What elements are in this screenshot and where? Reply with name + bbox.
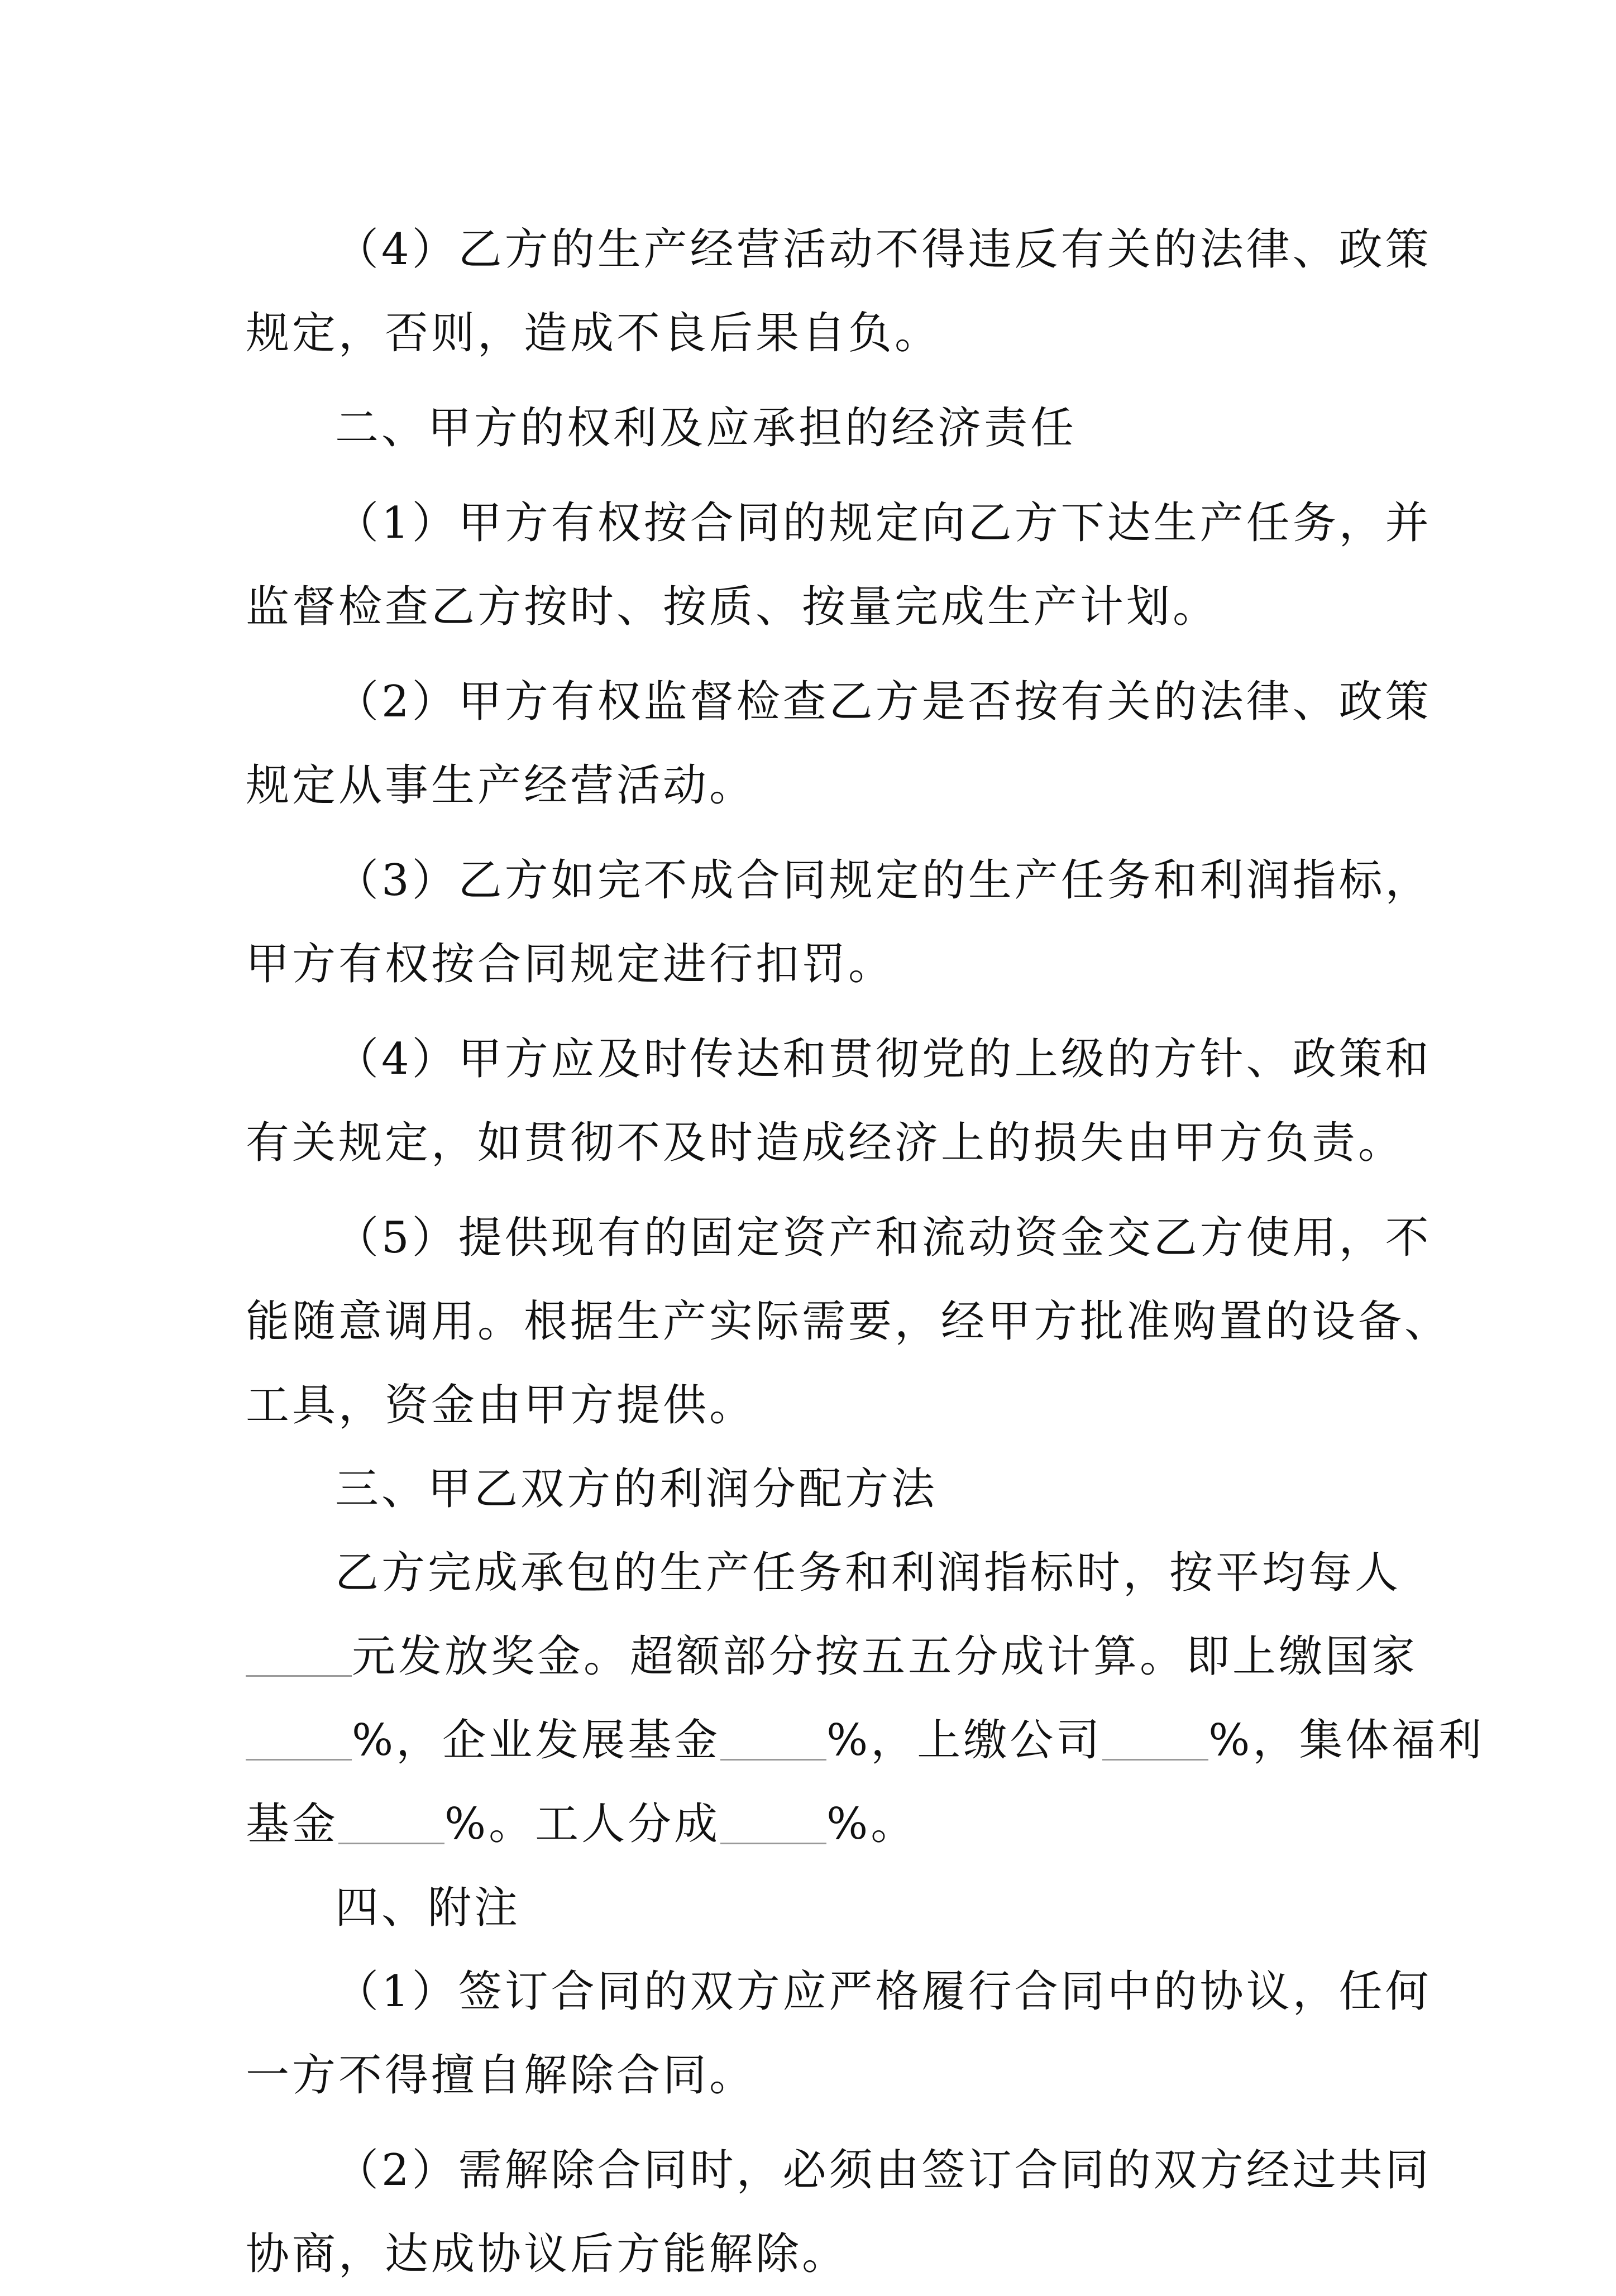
paragraph-line: 监督检查乙方按时、按质、按量完成生产计划。 — [246, 582, 1220, 632]
fill-blank — [246, 1632, 352, 1677]
paragraph-line: （1）签订合同的双方应严格履行合同中的协议，任何 — [335, 1967, 1432, 2017]
paragraph-text: 元发放奖金。超额部分按五五分成计算。即上缴国家 — [352, 1632, 1418, 1682]
paragraph-line — [246, 1615, 1418, 1699]
paragraph-text: %，企业发展基金 — [352, 1715, 721, 1766]
paragraph-line: （3）乙方如完不成合同规定的生产任务和利润指标， — [335, 855, 1432, 906]
paragraph-line: （2）甲方有权监督检查乙方是否按有关的法律、政策 — [335, 677, 1432, 727]
section-heading-3: 三、甲乙双方的利润分配方法 — [335, 1464, 938, 1514]
fill-blank — [246, 1715, 352, 1761]
paragraph-line: 能随意调用。根据生产实际需要，经甲方批准购置的设备、 — [246, 1297, 1451, 1347]
paragraph-text: %。 — [826, 1799, 917, 1849]
fill-blank — [720, 1799, 826, 1844]
paragraph-line — [246, 1699, 1485, 1782]
paragraph-line: （2）需解除合同时，必须由签订合同的双方经过共同 — [335, 2145, 1432, 2195]
paragraph-line: 乙方完成承包的生产任务和利润指标时，按平均每人 — [335, 1548, 1402, 1598]
paragraph-line: 一方不得擅自解除合同。 — [246, 2050, 756, 2101]
paragraph-line: 工具，资金由甲方提供。 — [246, 1380, 756, 1431]
fill-blank — [720, 1715, 826, 1761]
paragraph-line: 规定，否则，造成不良后果自负。 — [246, 308, 941, 358]
paragraph-line: （1）甲方有权按合同的规定向乙方下达生产任务，并 — [335, 498, 1432, 548]
section-heading-4: 四、附注 — [335, 1883, 521, 1933]
paragraph-line: （4）乙方的生产经营活动不得违反有关的法律、政策 — [335, 224, 1432, 275]
fill-blank — [1102, 1715, 1208, 1761]
paragraph-line: （5）提供现有的固定资产和流动资金交乙方使用，不 — [335, 1213, 1432, 1263]
section-heading-2: 二、甲方的权利及应承担的经济责任 — [335, 403, 1077, 453]
paragraph-text: %。工人分成 — [444, 1799, 721, 1849]
paragraph-text: 基金 — [246, 1799, 339, 1849]
paragraph-line — [246, 1782, 1396, 1866]
paragraph-text: %，集体福利 — [1208, 1715, 1485, 1766]
paragraph-text: %，上缴公司 — [826, 1715, 1103, 1766]
fill-blank — [338, 1799, 444, 1844]
document-body — [246, 208, 1485, 2296]
paragraph-line: （4）甲方应及时传达和贯彻党的上级的方针、政策和 — [335, 1034, 1432, 1084]
paragraph-line: 甲方有权按合同规定进行扣罚。 — [246, 939, 895, 989]
paragraph-line: 有关规定，如贯彻不及时造成经济上的损失由甲方负责。 — [246, 1118, 1405, 1168]
paragraph-line: 协商，达成协议后方能解除。 — [246, 2229, 849, 2279]
paragraph-line: 规定从事生产经营活动。 — [246, 760, 756, 811]
